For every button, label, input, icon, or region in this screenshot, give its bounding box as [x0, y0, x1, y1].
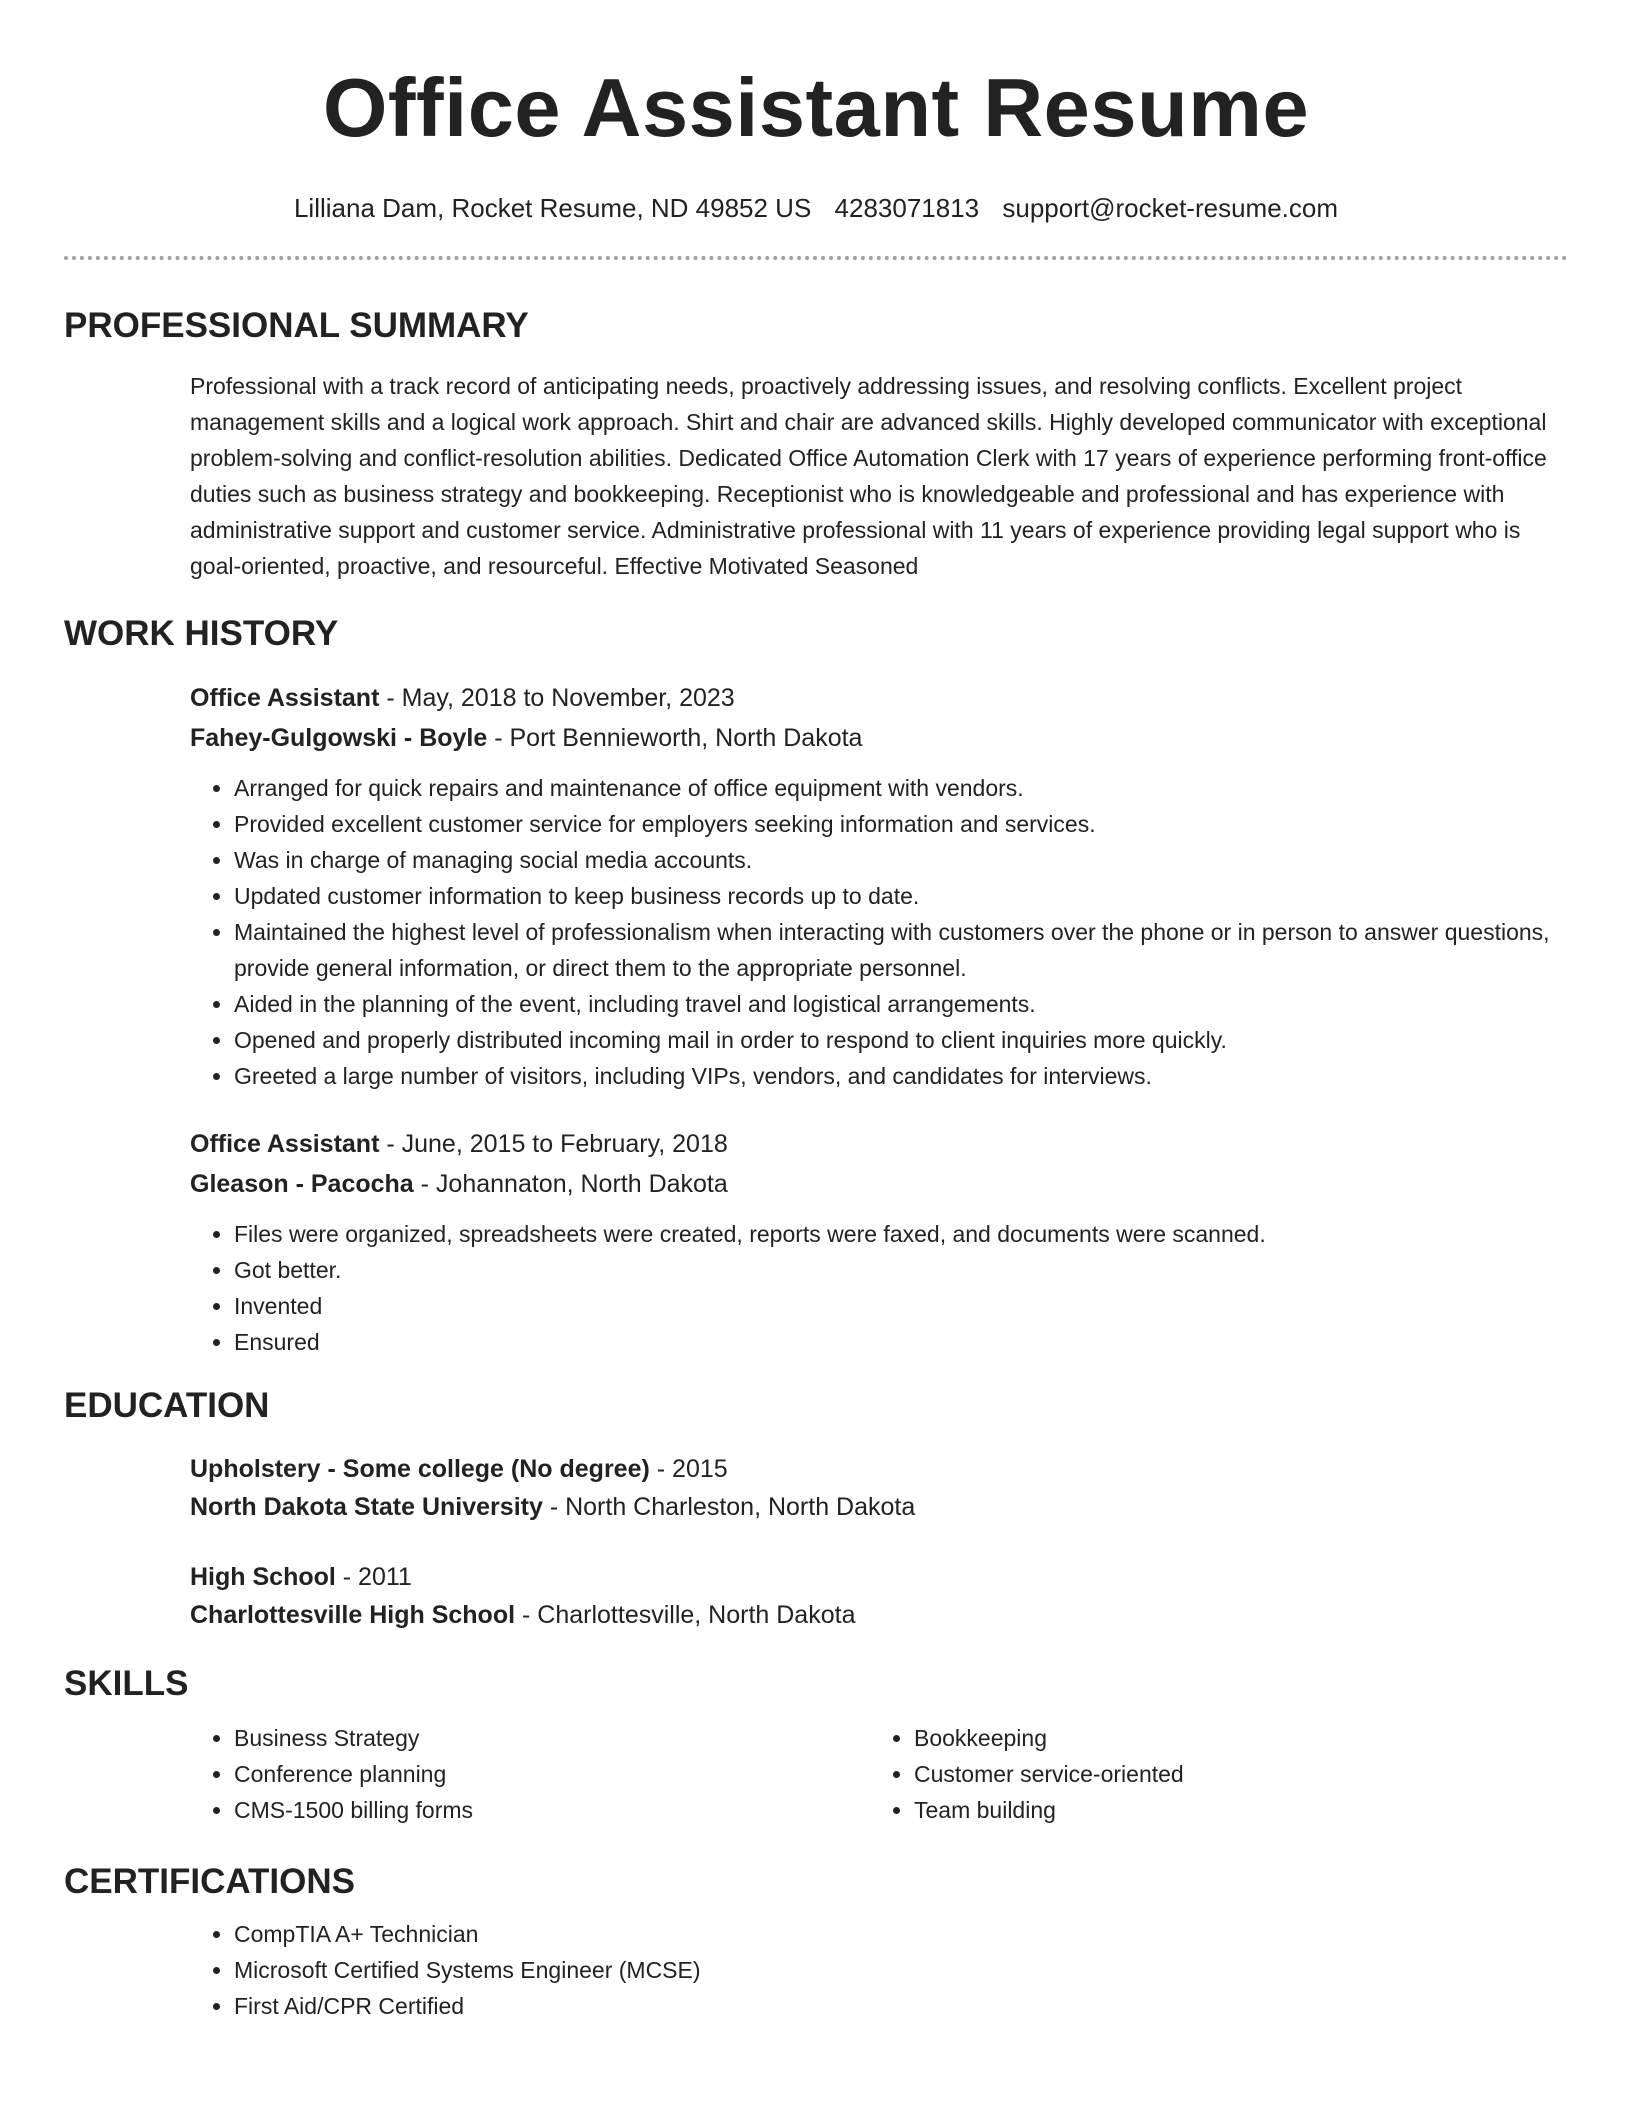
job-title: Office Assistant [190, 1130, 380, 1158]
job-duties-list [190, 770, 1568, 1094]
job-dates: - May, 2018 to November, 2023 [379, 684, 735, 712]
skills-heading: SKILLS [64, 1664, 189, 1703]
summary-text: Professional with a track record of anticipating needs, proactively addressing issues, and resolving conflicts. Excellent project management skills and a logical work approach. Shirt and chair are advanced skills. Highly developed communicator with exceptional problem-solving and conflict-resolution abilities. Dedicated Office Automation Clerk with 17 years of experience performing front-office duties such as business strategy and bookkeeping. Receptionist who is knowledgeable and professional and has experience with administrative support and customer service. Administrative professional with 11 years of experience providing legal support who is goal-oriented, proactive, and resourceful. Effective Motivated Seasoned [190, 373, 1547, 579]
job-title-line [190, 1124, 1568, 1164]
job-duties-list [190, 1216, 1568, 1360]
job-duty: • Got better. [234, 1252, 1568, 1288]
work-history-heading: WORK HISTORY [64, 614, 339, 653]
education-school-line [190, 1488, 1568, 1526]
certifications-heading: CERTIFICATIONS [64, 1862, 356, 1901]
job-duty: • Updated customer information to keep business records up to date. [234, 878, 1568, 914]
skills-section [190, 1720, 1568, 1828]
header-divider [64, 256, 1568, 260]
education-degree: Upholstery - Some college (No degree) [190, 1455, 650, 1483]
education-year: - 2015 [649, 1455, 728, 1483]
skill-item: • Conference planning [234, 1756, 870, 1792]
job-duty: • Provided excellent customer service for employers seeking information and services. [234, 806, 1568, 842]
education-degree-line [190, 1450, 1568, 1488]
skills-list-right [870, 1720, 1568, 1828]
education-entry [190, 1558, 1568, 1634]
education-degree: High School [190, 1563, 336, 1591]
certifications-list [190, 1916, 1568, 2024]
skill-item: • Customer service-oriented [914, 1756, 1568, 1792]
certification-item: • Microsoft Certified Systems Engineer (MCSE) [234, 1952, 1568, 1988]
skills-grid [190, 1720, 1568, 1828]
job-duty: • Ensured [234, 1324, 1568, 1360]
work-history-section [190, 678, 1568, 1360]
job-duty: • Arranged for quick repairs and maintenance of office equipment with vendors. [234, 770, 1568, 806]
education-entry [190, 1450, 1568, 1526]
resume-title: Office Assistant Resume [322, 61, 1310, 154]
skill-item: • Business Strategy [234, 1720, 870, 1756]
contact-line [64, 192, 1568, 224]
job-location: - Johannaton, North Dakota [413, 1170, 728, 1198]
job-location: - Port Bennieworth, North Dakota [487, 724, 863, 752]
education-location: - Charlottesville, North Dakota [515, 1601, 856, 1629]
job-company: Gleason - Pacocha [190, 1170, 414, 1198]
job-duty: • Greeted a large number of visitors, including VIPs, vendors, and candidates for interviews. [234, 1058, 1568, 1094]
education-school: North Dakota State University [190, 1493, 543, 1521]
job-duty: • Maintained the highest level of professionalism when interacting with customers over the phone or in person to answer questions, provide general information, or direct them to the appropriate personnel. [234, 914, 1568, 986]
certification-item: • First Aid/CPR Certified [234, 1988, 1568, 2024]
education-heading: EDUCATION [64, 1386, 270, 1425]
contact-email: support@rocket-resume.com [1002, 193, 1339, 223]
skills-list-left [190, 1720, 870, 1828]
education-school: Charlottesville High School [190, 1601, 516, 1629]
education-year: - 2011 [335, 1563, 412, 1591]
certification-item: • CompTIA A+ Technician [234, 1916, 1568, 1952]
education-degree-line [190, 1558, 1568, 1596]
job-duty: • Opened and properly distributed incoming mail in order to respond to client inquiries more quickly. [234, 1022, 1568, 1058]
job-entry [190, 1124, 1568, 1360]
skill-item: • Bookkeeping [914, 1720, 1568, 1756]
job-duty: • Invented [234, 1288, 1568, 1324]
summary-heading: PROFESSIONAL SUMMARY [64, 306, 529, 345]
job-title: Office Assistant [190, 684, 380, 712]
job-entry [190, 678, 1568, 1094]
education-location: - North Charleston, North Dakota [542, 1493, 916, 1521]
job-company-line [190, 718, 1568, 758]
job-dates: - June, 2015 to February, 2018 [379, 1130, 728, 1158]
job-duty: • Files were organized, spreadsheets were created, reports were faxed, and documents were scanned. [234, 1216, 1568, 1252]
job-company-line [190, 1164, 1568, 1204]
skill-item: • CMS-1500 billing forms [234, 1792, 870, 1828]
skill-item: • Team building [914, 1792, 1568, 1828]
certifications-section [190, 1916, 1568, 2024]
education-school-line [190, 1596, 1568, 1634]
contact-address: Lilliana Dam, Rocket Resume, ND 49852 US [293, 193, 812, 223]
education-section [190, 1450, 1568, 1634]
contact-phone: 4283071813 [834, 193, 980, 223]
summary-section [190, 368, 1568, 584]
job-duty: • Aided in the planning of the event, including travel and logistical arrangements. [234, 986, 1568, 1022]
job-company: Fahey-Gulgowski - Boyle [190, 724, 488, 752]
job-duty: • Was in charge of managing social media accounts. [234, 842, 1568, 878]
job-title-line [190, 678, 1568, 718]
